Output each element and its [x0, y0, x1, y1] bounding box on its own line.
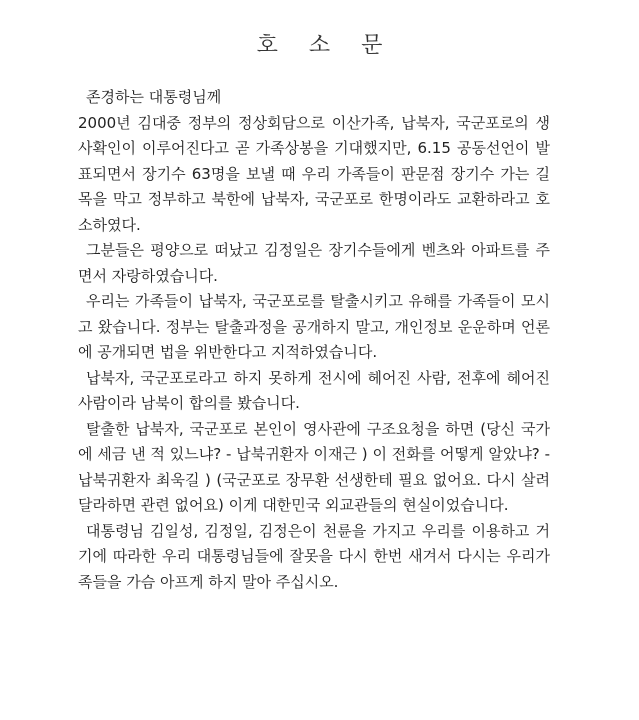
- paragraph-3: 우리는 가족들이 납북자, 국군포로를 탈출시키고 유해를 가족들이 모시고 왔습니다. 정부는 탈출과정을 공개하지 말고, 개인정보 운운하며 언론에 공개되면 법을 위반한다고 지적하였습니다.: [78, 292, 550, 361]
- document-title: 호 소 문: [256, 33, 395, 58]
- paragraph-5: 탈출한 납북자, 국군포로 본인이 영사관에 구조요청을 하면 (당신 국가에 세금 낸 적 있느냐? - 납북귀환자 이재근 ) 이 전화를 어떻게 알았냐? - 납북귀환자 최욱길 ) (국군포로 장무환 선생한테 필요 없어요. 다시 살려 달라하면 관련 없어요) 이게 대한민국 외교관들의 현실이었습니다.: [78, 419, 550, 514]
- paragraph-4: 납북자, 국군포로라고 하지 못하게 전시에 헤어진 사람, 전후에 헤어진 사람이라 남북이 합의를 봤습니다.: [78, 368, 550, 412]
- paragraph-6: 대통령님 김일성, 김정일, 김정은이 천륜을 가지고 우리를 이용하고 거기에 따라한 우리 대통령님들에 잘못을 다시 한번 새겨서 다시는 우리가족들을 가슴 아프게 하지 말아 주십시오.: [78, 521, 550, 591]
- salutation: 존경하는 대통령님께: [86, 88, 222, 106]
- paragraph-2: 그분들은 평양으로 떠났고 김정일은 장기수들에게 벤츠와 아파트를 주면서 자랑하였습니다.: [78, 241, 550, 285]
- paragraph-1: 2000년 김대중 정부의 정상회담으로 이산가족, 납북자, 국군포로의 생사확인이 이루어진다고 곧 가족상봉을 기대했지만, 6.15 공동선언이 발표되면서 장기수 63명을 보낼 때 우리 가족들이 판문점 장기수 가는 길목을 막고 정부하고 북한에 납북자, 국군포로 한명이라도 교환하라고 호소하였다.: [78, 113, 550, 234]
- document-body: [78, 85, 550, 595]
